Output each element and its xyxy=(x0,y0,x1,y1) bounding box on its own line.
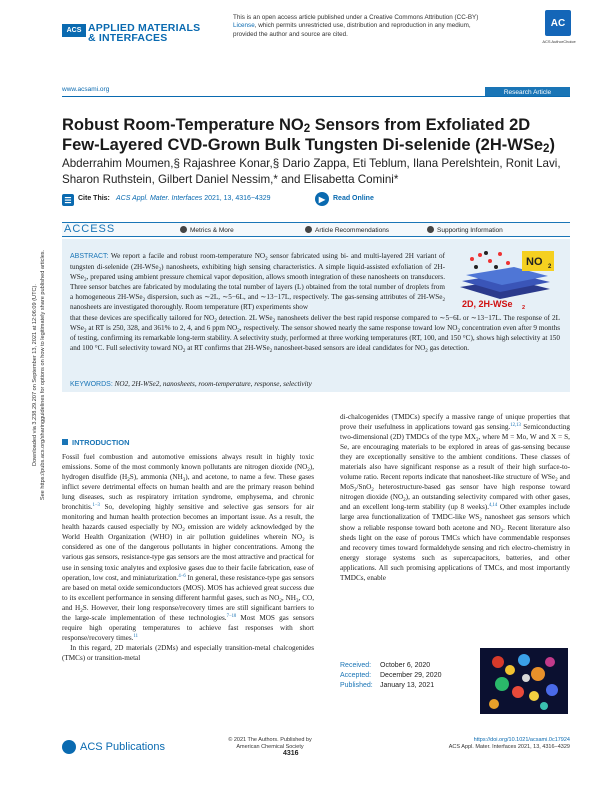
keywords xyxy=(70,380,560,388)
oa-line-2-rest: , which permits unrestricted use, distribution and reproduction in any medium, xyxy=(254,22,471,30)
journal-name-line2: & INTERFACES xyxy=(88,32,168,44)
accepted-date: December 29, 2020 xyxy=(380,672,442,680)
supporting-info-link[interactable]: Supporting Information xyxy=(437,227,503,234)
journal-name xyxy=(88,23,218,43)
acs-publications-logo-icon xyxy=(62,740,76,754)
abstract-lead: ABSTRACT: xyxy=(70,253,109,260)
acs-publications-logo[interactable]: ACS Publications xyxy=(80,741,165,753)
article-dates xyxy=(340,661,470,692)
journal-name-line1: APPLIED MATERIALS xyxy=(88,22,201,34)
article-recommendations-link[interactable]: Article Recommendations xyxy=(315,227,390,234)
title-part-1: Robust Room-Temperature NO xyxy=(62,116,304,134)
oa-license-link[interactable]: License xyxy=(233,22,255,30)
received-label: Received: xyxy=(340,662,372,669)
supporting-info-icon xyxy=(427,226,434,233)
recommendations-icon xyxy=(305,226,312,233)
section-marker-icon xyxy=(62,439,68,445)
oa-line-3: provided the author and source are cited. xyxy=(233,30,348,38)
title-part-3: ) xyxy=(549,135,555,154)
no2-label: NO xyxy=(526,256,543,268)
article-type-badge: Research Article xyxy=(485,87,570,97)
intro-left-column: Fossil fuel combustion and automotive emissions always result in highly toxic emissions. Some of the most commonly known pollutants are nitrogen dioxide $(NO_2)$, hydrogen disulfide $(H_2S)$, ammonia $(NH_3)$, and acetone, to name a few. These gases inflict severe detrimental effects on human health and are the primary reason behind lung diseases, such as respiratory irritation syndrome, emphysema, and chronic bronchitis.$^{1-3}$ So, developing highly sensitive and selective gas sensors for air monitoring and human health protection becomes an important issue. As a result, the health hazards caused especially by $NO_2$ emission are widely acknowledged by the World Health Organization (WHO) in air pollution guidelines wherein $NO_2$ is considered as one of the dangerous pollutants in higher concentrations. Among the various gas sensors, resistance-type gas sensors are the most attractive and practical for use in sensing toxic analytes and explosive gases due to their facile fabrication, ease of operation, low cost, and miniaturization.$^{4-6}$ In general, these resistance-type gas sensors are based on metal oxide semiconductors (MOS). MOS has achieved great success due to its excellent performance in sensing different harmful gases, such as $NO_2$, $NH_3$, CO, and $H_2S$. However, their long response/recovery times are still significant barriers to the large-scale implementation of these technologies.$^{7-10}$ Most MOS gas sensors require high operating temperatures to achieve fast responses with short response/recovery times.$^{11}$ In this regard, 2D materials (2DMs) and especially transition-metal chalcogenides (TMCs) or transition-metal xyxy=(62,453,315,662)
title-sub-2: 2 xyxy=(543,142,550,155)
header-divider xyxy=(62,96,570,97)
footer-citation xyxy=(395,737,570,751)
title-part-2: Sensors from Exfoliated 2D Few-Layered CVD-Grown Bulk Tungsten Di-selenide (2H-WSe xyxy=(62,116,544,154)
cite-icon: ☰ xyxy=(62,194,74,206)
received-row xyxy=(340,661,470,671)
no2-label-sub: 2 xyxy=(548,264,552,270)
keywords-text: NO2, 2H-WSe2, nanosheets, room-temperature, response, selectivity xyxy=(114,380,312,388)
read-online-link[interactable]: Read Online xyxy=(333,195,374,202)
title-sub-1: 2 xyxy=(303,123,311,135)
copyright-line-1: © 2021 The Authors. Published by xyxy=(228,737,312,743)
sidebar-line-1: Downloaded via 3.238.29.207 on September 13, 2021 at 12:06:09 (UTC). xyxy=(32,284,38,466)
introduction-heading: INTRODUCTION xyxy=(72,438,130,447)
cite-label: Cite This: xyxy=(78,195,110,202)
open-access-notice xyxy=(233,14,538,39)
accepted-label: Accepted: xyxy=(340,672,372,680)
doi-link[interactable]: https://doi.org/10.1021/acsami.0c17924 xyxy=(473,737,570,743)
wse2-label-sub: 2 xyxy=(522,305,526,309)
abstract-text: ABSTRACT: We report a facile and robust room-temperature $NO_2$ sensor fabricated using bi- and multi-layered 2H variant of tungsten di-selenide (2H-WSe$_2$) nanosheets, exhibiting high sensing characteristics. A simple liquid-assisted exfoliation of 2H-WSe$_2$, prepared using ambient pressure chemical vapor deposition, allows smooth integration of these nanosheets on transducers. Three sensor batches are fabricated by modulating the total number of layers (L) obtained from the total number of droplets from a homogeneous 2H-WSe$_2$ dispersion, such as ∼2L, ∼5−6L, and ∼13−17L, respectively. The gas-sensing attributes of 2H-WSe$_2$ nanosheets are investigated thoroughly. Room temperature (RT) experiments show that these devices are specifically tailored for $NO_2$ detection. 2L WSe$_2$ nanosheets deliver the best rapid response compared to ∼5−6L or ∼13−17L. The response of 2L WSe$_2$ at RT is 250, 328, and 361% to 2, 4, and 6 ppm $NO_2$, respectively. The sensor showed nearly the same response toward low $NO_2$ concentration even after 9 months of testing, confirming its remarkable long-term stability. A selectivity study, performed at three working temperatures (RT, 100, and 150 °C), shows high selectivity at 150 and 100 °C. Full selectivity toward $NO_2$ at RT confirms that 2H-WSe$_2$ nanosheet-based sensors are ideal candidates for $NO_2$ gas detection. xyxy=(70,252,560,354)
site-url-link[interactable]: www.acsami.org xyxy=(62,86,110,93)
published-row xyxy=(340,681,470,691)
author-choice-logo: AC xyxy=(545,10,571,36)
article-title xyxy=(62,116,567,155)
oa-line-2 xyxy=(233,22,538,30)
oa-line-1: This is an open access article published under a Creative Commons Attribution (CC-BY) xyxy=(233,14,479,21)
metrics-link[interactable]: Metrics & More xyxy=(190,227,234,234)
copyright-notice xyxy=(200,737,340,751)
sidebar-line-2: See https://pubs.acs.org/sharingguidelines for options on how to legitimately share published articles. xyxy=(40,249,46,501)
access-label: ACCESS xyxy=(64,223,116,235)
page-number: 4316 xyxy=(283,750,299,757)
received-date: October 6, 2020 xyxy=(380,662,431,669)
copyright-line-2: American Chemical Society xyxy=(236,744,304,750)
abstract-graphic xyxy=(450,249,560,309)
intro-right-column: di-chalcogenides (TMDCs) specify a massive range of unique properties that prove their usefulness in applications toward gas sensing.$^{12,13}$ Semiconducting two-dimensional (2D) TMDCs of the type $MX_2$, where M = Mo, W and X = S, Se, are encouraging materials to be explored in areas of gas-sensing because they are exceptionally sensitive to the ambient conditions. These classes of materials also have significant response as a result of their high surface-to-volume ratio. Recent reports indicate that nanosheet-like structure of WSe$_2$ and MoS$_2$/SnO$_2$ heterostructure-based gas sensor have high response toward nitrogen dioxide $(NO_2)$, an outstanding selectivity compared with other gases, and an excellent long-term stability (up 8 weeks).$^{4,14}$ Other examples include large area functionalization of TMDC-like $WS_2$ nanosheet gas sensors which show a reliable response toward both acetone and $NO_2$. Recent literature also sheds light on the ease of porous TMCs which have commendable responses and recovery times toward formaldehyde sensing and rich electro-chemistry in energy storage systems such as supercapacitors, batteries, and other applications. All such promising applications of TMCs, and most importantly TMDCs, enable xyxy=(340,413,571,582)
cite-reference-link[interactable] xyxy=(116,195,271,202)
cite-journal: ACS Appl. Mater. Interfaces xyxy=(116,195,203,202)
footer-citation-text: ACS Appl. Mater. Interfaces 2021, 13, 4316−4329 xyxy=(448,744,570,750)
accepted-row xyxy=(340,671,470,681)
wse2-label: 2D, 2H-WSe xyxy=(462,299,513,309)
journal-badge: ACS xyxy=(62,24,86,37)
keywords-lead: KEYWORDS: xyxy=(70,381,113,388)
toc-graphic xyxy=(480,648,568,714)
abstract-wrap: ABSTRACT: We report a facile and robust room-temperature $NO_2$ sensor fabricated using bi- and multi-layered 2H variant of tungsten di-selenide (2H-WSe$_2$) nanosheets, exhibiting high sensing characteristics. A simple liquid-assisted exfoliation of 2H-WSe$_2$, prepared using ambient pressure chemical vapor deposition, allows smooth integration of these nanosheets on transducers. Three sensor batches are fabricated by modulating the total number of layers (L) obtained from the total number of droplets from a homogeneous 2H-WSe$_2$ dispersion, such as ∼2L, ∼5−6L, and ∼13−17L, respectively. The gas-sensing attributes of 2H-WSe$_2$ nanosheets are investigated thoroughly. Room temperature (RT) experiments show xyxy=(70,252,446,312)
author-list: Abderrahim Moumen,§ Rajashree Konar,§ Dario Zappa, Eti Teblum, Ilana Perelshtein, Ronit Lavi, Sharon Ruthstein, Gilbert Daniel Nessim,* and Elisabetta Comini* xyxy=(62,157,561,186)
cite-ref: 2021, 13, 4316−4329 xyxy=(204,195,271,202)
read-online-icon[interactable]: ▶ xyxy=(315,192,329,206)
published-date: January 13, 2021 xyxy=(380,682,435,690)
metrics-icon xyxy=(180,226,187,233)
published-label: Published: xyxy=(340,682,373,690)
author-choice-label: ACS AuthorChoice xyxy=(542,39,576,44)
download-sidebar xyxy=(31,190,47,560)
